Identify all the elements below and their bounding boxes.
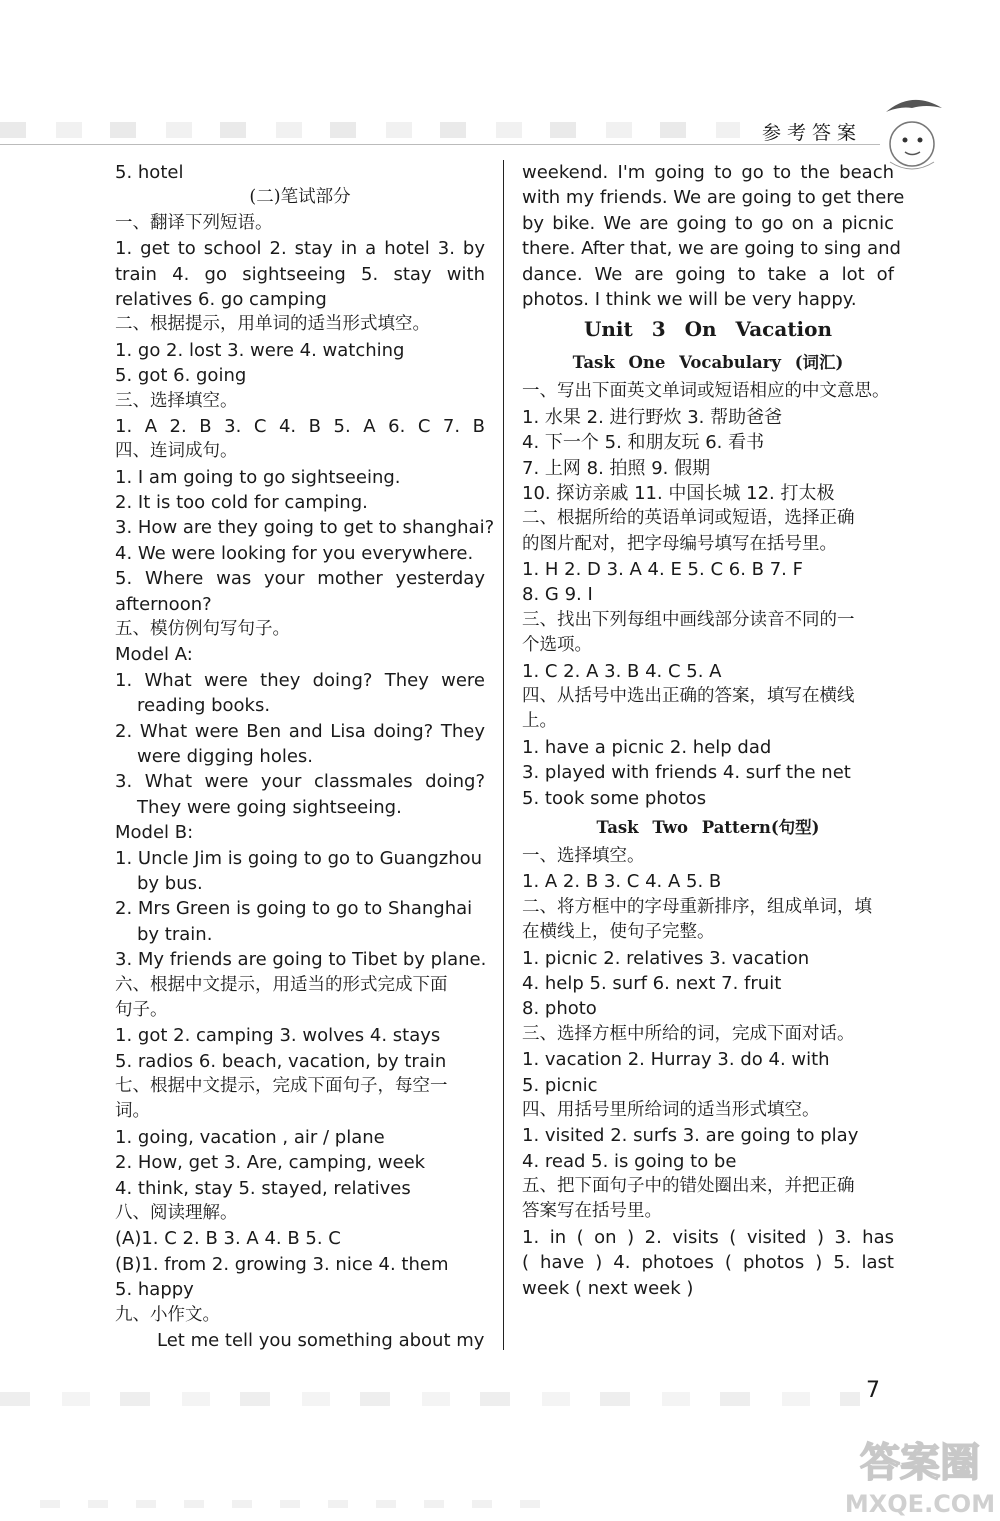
answer-line: 1. vacation 2. Hurray 3. do 4. with bbox=[522, 1049, 830, 1071]
answer-line: (B)1. from 2. growing 3. nice 4. them bbox=[115, 1253, 449, 1275]
answer-line: 4. think, stay 5. stayed, relatives bbox=[115, 1177, 411, 1199]
question-heading: 八、阅读理解。 bbox=[115, 1203, 238, 1224]
answer-line: relatives 6. go camping bbox=[115, 288, 327, 310]
right-column bbox=[522, 160, 905, 1301]
question-heading: 二、根据提示，用单词的适当形式填空。 bbox=[115, 314, 430, 335]
answer-line: 5. Where was your mother yesterday bbox=[115, 568, 485, 590]
header-title: 参考答案 bbox=[762, 122, 863, 144]
answer-line: 1. 水果 2. 进行野炊 3. 帮助爸爸 bbox=[522, 406, 783, 428]
model-label: Model A: bbox=[115, 644, 193, 666]
answer-line: 2. What were Ben and Lisa doing? They bbox=[115, 720, 485, 742]
question-heading: 个选项。 bbox=[522, 635, 592, 656]
footer-decoration-band bbox=[40, 1500, 540, 1508]
left-column bbox=[115, 160, 495, 1353]
answer-line: were digging holes. bbox=[137, 745, 314, 767]
answer-line: 4. read 5. is going to be bbox=[522, 1150, 737, 1172]
answer-line: 1. in ( on ) 2. visits ( visited ) 3. has bbox=[522, 1226, 894, 1248]
essay-line: dance. We are going to take a lot of bbox=[522, 263, 894, 285]
answer-line: train 4. go sightseeing 5. stay with bbox=[115, 263, 485, 285]
answer-line: 1. Uncle Jim is going to go to Guangzhou bbox=[115, 847, 483, 869]
answer-line: afternoon? bbox=[115, 593, 212, 615]
question-heading: 二、将方框中的字母重新排序，组成单词，填 bbox=[522, 896, 872, 917]
task-title: Task Two Pattern(句型) bbox=[596, 817, 820, 837]
answer-line: 4. We were looking for you everywhere. bbox=[115, 542, 474, 564]
answer-line: ( have ) 4. photoes ( photos ) 5. last bbox=[522, 1252, 894, 1274]
essay-line: photos. I think we will be very happy. bbox=[522, 288, 857, 310]
essay-line: with my friends. We are going to get there bbox=[522, 187, 905, 209]
answer-line: 3. What were your classmales doing? bbox=[115, 771, 485, 793]
question-heading: 四、用括号里所给词的适当形式填空。 bbox=[522, 1099, 820, 1120]
answer-line: 3. How are they going to get to shanghai? bbox=[115, 517, 495, 539]
question-heading: 七、根据中文提示，完成下面句子，每空一 bbox=[115, 1076, 448, 1097]
question-heading: 上。 bbox=[522, 711, 557, 732]
answer-line: 5. happy bbox=[115, 1279, 194, 1301]
answer-line: 2. Mrs Green is going to go to Shanghai bbox=[115, 898, 473, 920]
answer-line: 2. It is too cold for camping. bbox=[115, 492, 368, 514]
answer-line: by train. bbox=[137, 923, 213, 945]
question-heading: 词。 bbox=[115, 1101, 150, 1122]
question-heading: 一、翻译下列短语。 bbox=[115, 212, 273, 233]
question-heading: 三、选择填空。 bbox=[115, 390, 238, 411]
header-decoration-band bbox=[0, 122, 740, 138]
essay-line: there. After that, we are going to sing and bbox=[522, 238, 901, 260]
answer-line: 2. How, get 3. Are, camping, week bbox=[115, 1152, 426, 1174]
column-divider bbox=[503, 160, 504, 1350]
answer-line: (A)1. C 2. B 3. A 4. B 5. C bbox=[115, 1228, 341, 1250]
answer-line: 5. took some photos bbox=[522, 787, 707, 809]
answer-line: 1. A 2. B 3. C 4. B 5. A 6. C 7. B bbox=[115, 415, 485, 437]
answer-line: 1. going, vacation , air / plane bbox=[115, 1126, 385, 1148]
answer-line: 8. G 9. I bbox=[522, 584, 593, 606]
task-title: Task One Vocabulary (词汇) bbox=[572, 353, 844, 373]
question-heading: 九、小作文。 bbox=[115, 1304, 220, 1325]
unit-title: Unit 3 On Vacation bbox=[583, 317, 833, 342]
question-heading: 六、根据中文提示，用适当的形式完成下面 bbox=[115, 974, 448, 995]
question-heading: 二、根据所给的英语单词或短语，选择正确 bbox=[522, 508, 855, 529]
answer-line: 1. A 2. B 3. C 4. A 5. B bbox=[522, 871, 722, 893]
header-rule bbox=[0, 144, 880, 145]
answer-line: 5. radios 6. beach, vacation, by train bbox=[115, 1050, 447, 1072]
question-heading: 四、连词成句。 bbox=[115, 441, 238, 462]
watermark-url: MXQE.COM bbox=[844, 1490, 996, 1518]
answer-line: reading books. bbox=[137, 695, 271, 717]
question-heading: 一、写出下面英文单词或短语相应的中文意思。 bbox=[522, 381, 890, 402]
answer-line: 1. C 2. A 3. B 4. C 5. A bbox=[522, 660, 722, 682]
essay-line: weekend. I'm going to go to the beach bbox=[522, 162, 894, 183]
question-heading: 在横线上，使句子完整。 bbox=[522, 922, 715, 943]
answer-line: 8. photo bbox=[522, 998, 597, 1020]
answer-line: by bus. bbox=[137, 872, 203, 894]
question-heading: 一、选择填空。 bbox=[522, 845, 645, 866]
answer-line: 3. played with friends 4. surf the net bbox=[522, 762, 851, 784]
essay-line: by bike. We are going to go on a picnic bbox=[522, 212, 894, 234]
answer-line: 4. help 5. surf 6. next 7. fruit bbox=[522, 972, 782, 994]
answer-line: 1. I am going to go sightseeing. bbox=[115, 466, 401, 488]
question-heading: 三、选择方框中所给的词，完成下面对话。 bbox=[522, 1023, 855, 1044]
answer-line: 4. 下一个 5. 和朋友玩 6. 看书 bbox=[522, 432, 765, 454]
essay-line: Let me tell you something about my bbox=[157, 1329, 485, 1351]
answer-line: 5. picnic bbox=[522, 1074, 598, 1096]
answer-line: 3. My friends are going to Tibet by plane. bbox=[115, 949, 487, 971]
answer-line: 1. have a picnic 2. help dad bbox=[522, 736, 772, 758]
section-heading: (二)笔试部分 bbox=[249, 187, 351, 208]
answer-line: They were going sightseeing. bbox=[137, 796, 402, 818]
answer-line: 7. 上网 8. 拍照 9. 假期 bbox=[522, 457, 711, 479]
watermark-text: 答案圈 bbox=[860, 1440, 980, 1486]
answer-line: 1. picnic 2. relatives 3. vacation bbox=[522, 947, 810, 969]
question-heading: 五、模仿例句写句子。 bbox=[115, 619, 290, 640]
answer-line: 5. hotel bbox=[115, 162, 184, 183]
answer-line: 1. visited 2. surfs 3. are going to play bbox=[522, 1125, 859, 1147]
answer-line: 1. H 2. D 3. A 4. E 5. C 6. B 7. F bbox=[522, 559, 803, 581]
answer-line: 5. got 6. going bbox=[115, 365, 247, 387]
answer-line: 10. 探访亲戚 11. 中国长城 12. 打太极 bbox=[522, 482, 835, 504]
question-heading: 四、从括号中选出正确的答案，填写在横线 bbox=[522, 686, 855, 707]
answer-line: week ( next week ) bbox=[522, 1277, 694, 1299]
model-label: Model B: bbox=[115, 822, 194, 844]
answer-line: 1. go 2. lost 3. were 4. watching bbox=[115, 339, 405, 361]
question-heading: 的图片配对，把字母编号填写在括号里。 bbox=[522, 533, 837, 554]
answer-line: 1. got 2. camping 3. wolves 4. stays bbox=[115, 1025, 441, 1047]
answer-line: 1. get to school 2. stay in a hotel 3. by bbox=[115, 238, 485, 260]
watermark-logo bbox=[840, 1432, 1000, 1521]
answer-line: 1. What were they doing? They were bbox=[115, 669, 485, 691]
footer-decoration-band bbox=[0, 1392, 860, 1406]
question-heading: 三、找出下列每组中画线部分读音不同的一 bbox=[522, 609, 855, 630]
question-heading: 句子。 bbox=[115, 999, 168, 1020]
question-heading: 五、把下面句子中的错处圈出来，并把正确 bbox=[522, 1176, 855, 1197]
page-number: 7 bbox=[866, 1378, 880, 1403]
question-heading: 答案写在括号里。 bbox=[522, 1201, 662, 1222]
